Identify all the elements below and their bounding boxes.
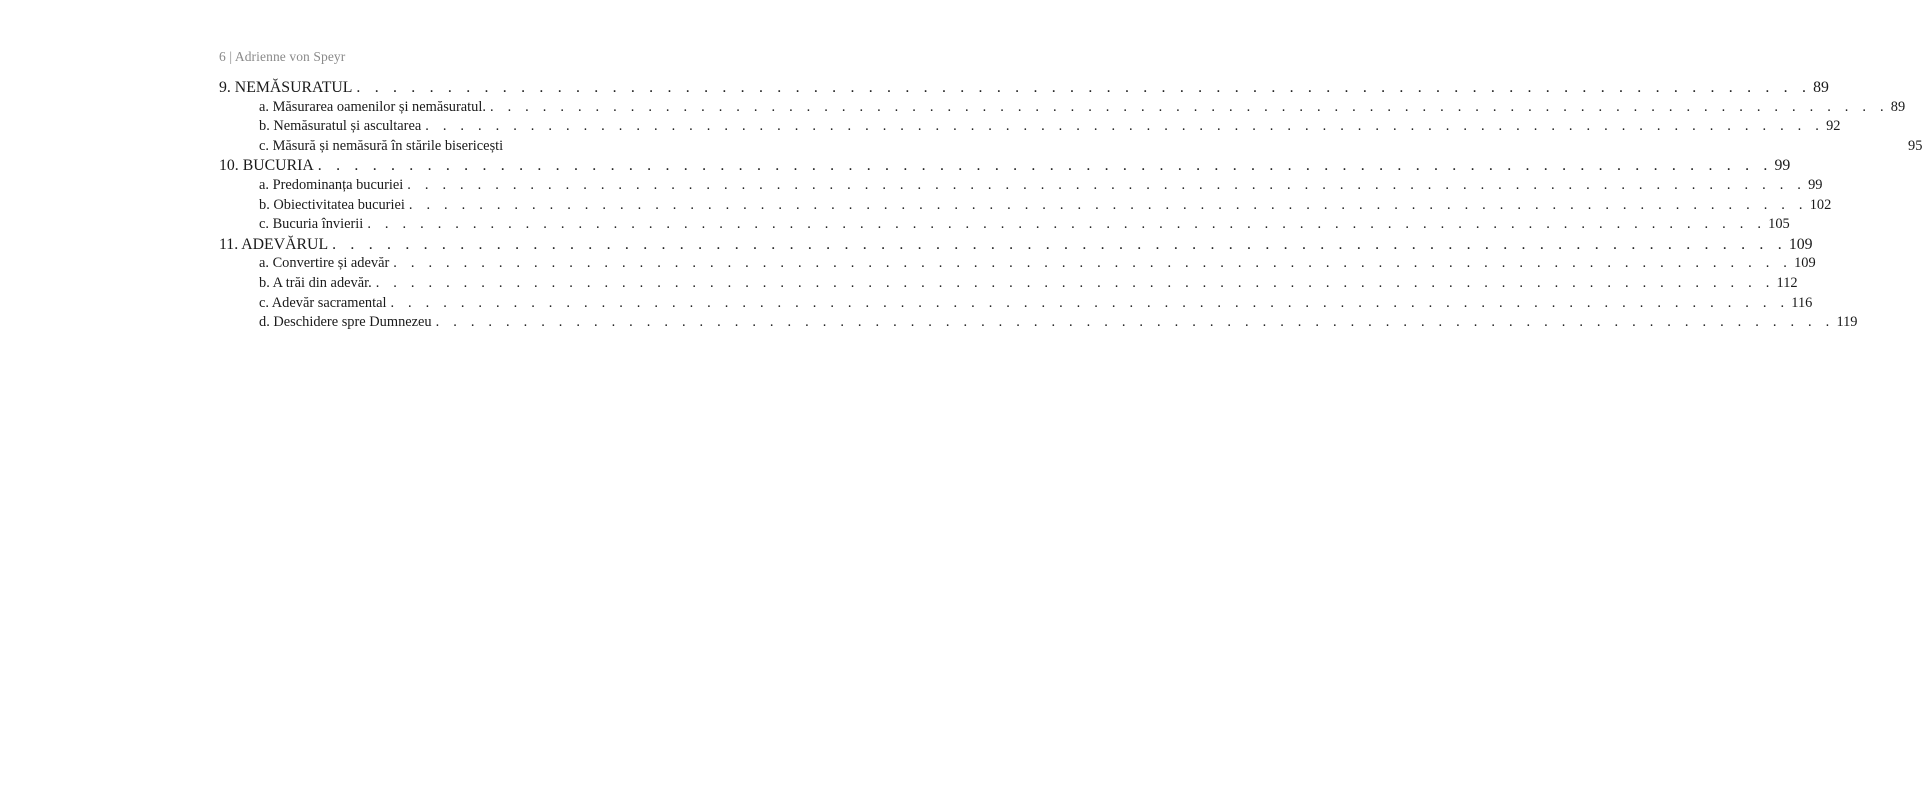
toc-page-number: 99 bbox=[1808, 176, 1823, 193]
dot-leader: . . . . . . . . . . . . . . . . . . . . . . . . . . . . . . . . . . . . . . . . . . . . . . . . . . . . . . . . . . . . . . . . . . . . . . . . . . . . . . . . bbox=[393, 255, 1793, 272]
toc-entry-title: c. Adevăr sacramental bbox=[259, 294, 387, 311]
toc-chapter-row bbox=[219, 78, 1829, 98]
dot-leader: . . . . . . . . . . . . . . . . . . . . . . . . . . . . . . . . . . . . . . . . . . . . . . . . . . . . . . . . . . . . . . . . . . . . . . . . . . . . . . . . bbox=[375, 274, 1775, 291]
toc-page-number: 119 bbox=[1836, 314, 1858, 331]
dot-leader: . . . . . . . . . . . . . . . . . . . . . . . . . . . . . . . . . . . . . . . . . . . . . . . . . . . . . . . . . . . . . . . . . . . . . . . . . . . . . . . . bbox=[367, 216, 1767, 233]
toc-entry-title: a. Măsurarea oamenilor și nemăsuratul. bbox=[259, 98, 486, 115]
toc-entry-title: a. Predominanța bucuriei bbox=[259, 176, 404, 193]
toc-section-row bbox=[219, 274, 1798, 294]
toc-page-number: 116 bbox=[1791, 294, 1813, 311]
toc-section-row bbox=[219, 294, 1813, 314]
toc-page-number: 112 bbox=[1776, 274, 1798, 291]
toc-entry-title: 11. ADEVĂRUL bbox=[219, 235, 329, 253]
toc-entry-title: b. Obiectivitatea bucuriei bbox=[259, 196, 405, 213]
toc-section-row bbox=[219, 215, 1790, 235]
toc-page-number: 89 bbox=[1813, 79, 1829, 96]
toc-entry-title: c. Bucuria învierii bbox=[259, 216, 364, 233]
dot-leader: . . . . . . . . . . . . . . . . . . . . . . . . . . . . . . . . . . . . . . . . . . . . . . . . . . . . . . . . . . . . . . . . . . . . . . . . . . . . . . . . bbox=[408, 196, 1808, 213]
toc-section-row bbox=[219, 176, 1823, 196]
dot-leader: . . . . . . . . . . . . . . . . . . . . . . . . . . . . . . . . . . . . . . . . . . . . . . . . . . . . . . . . . . . . . . . . . . . . . . . . . . . . . . . . bbox=[435, 314, 1835, 331]
toc-entry-title: b. Nemăsuratul și ascultarea bbox=[259, 118, 422, 135]
toc-page-number: 95 bbox=[1908, 137, 1922, 154]
toc-section-row bbox=[219, 98, 1906, 118]
toc-page-number: 99 bbox=[1774, 157, 1791, 175]
toc-section-row bbox=[219, 117, 1841, 137]
toc-section-row bbox=[219, 313, 1858, 333]
running-head: 6 | Adrienne von Speyr bbox=[219, 49, 346, 64]
toc-entry-title: c. Măsură și nemăsură în stările bisericești bbox=[259, 137, 504, 154]
dot-leader: . . . . . . . . . . . . . . . . . . . . . . . . . . . . . . . . . . . . . . . . . . . . . . . . . . . . . . . . . . . . . . . . . . . . . . . . . . . . . . . . bbox=[332, 235, 1787, 253]
toc-entry-title: a. Convertire și adevăr bbox=[259, 255, 390, 272]
toc-entry-title: b. A trăi din adevăr. bbox=[259, 274, 372, 291]
dot-leader: . . . . . . . . . . . . . . . . . . . . . . . . . . . . . . . . . . . . . . . . . . . . . . . . . . . . . . . . . . . . . . . . . . . . . . . . . . . . . . . . bbox=[317, 157, 1773, 175]
toc-chapter-row bbox=[219, 156, 1791, 176]
dot-leader: . . . . . . . . . . . . . . . . . . . . . . . . . . . . . . . . . . . . . . . . . . . . . . . . . . . . . . . . . . . . . . . . . . . . . . . . . . . . . . . . bbox=[390, 294, 1790, 311]
toc-entry-title: d. Deschidere spre Dumnezeu bbox=[259, 314, 432, 331]
toc-page-number: 109 bbox=[1788, 235, 1813, 253]
toc-page-number: 89 bbox=[1890, 98, 1906, 115]
table-of-contents bbox=[219, 78, 1922, 333]
toc-page-number: 92 bbox=[1826, 118, 1841, 135]
dot-leader: . . . . . . . . . . . . . . . . . . . . . . . . . . . . . . . . . . . . . . . . . . . . . . . . . . . . . . . . . . . . . . . . . . . . . . . . . . . . . . . . bbox=[489, 98, 1889, 115]
toc-page-number: 102 bbox=[1809, 196, 1832, 213]
toc-entry-title: 10. BUCURIA bbox=[219, 157, 314, 175]
toc-section-row bbox=[219, 254, 1816, 274]
toc-section-row bbox=[219, 137, 1922, 157]
dot-leader: . . . . . . . . . . . . . . . . . . . . . . . . . . . . . . . . . . . . . . . . . . . . . . . . . . . . . . . . . . . . . . . . . . . . . . . . . . . . . . . . bbox=[356, 79, 1812, 96]
toc-page-number: 105 bbox=[1768, 216, 1790, 233]
toc-section-row bbox=[219, 196, 1832, 216]
dot-leader: . . . . . . . . . . . . . . . . . . . . . . . . . . . . . . . . . . . . . . . . . . . . . . . . . . . . . . . . . . . . . . . . . . . . . . . . . . . . . . . . bbox=[425, 118, 1825, 135]
toc-page-number: 109 bbox=[1794, 255, 1816, 272]
toc-entry-title: 9. NEMĂSURATUL bbox=[219, 79, 353, 96]
toc-chapter-row bbox=[219, 235, 1813, 255]
dot-leader: . . . . . . . . . . . . . . . . . . . . . . . . . . . . . . . . . . . . . . . . . . . . . . . . . . . . . . . . . . . . . . . . . . . . . . . . . . . . . . . . bbox=[407, 176, 1807, 193]
